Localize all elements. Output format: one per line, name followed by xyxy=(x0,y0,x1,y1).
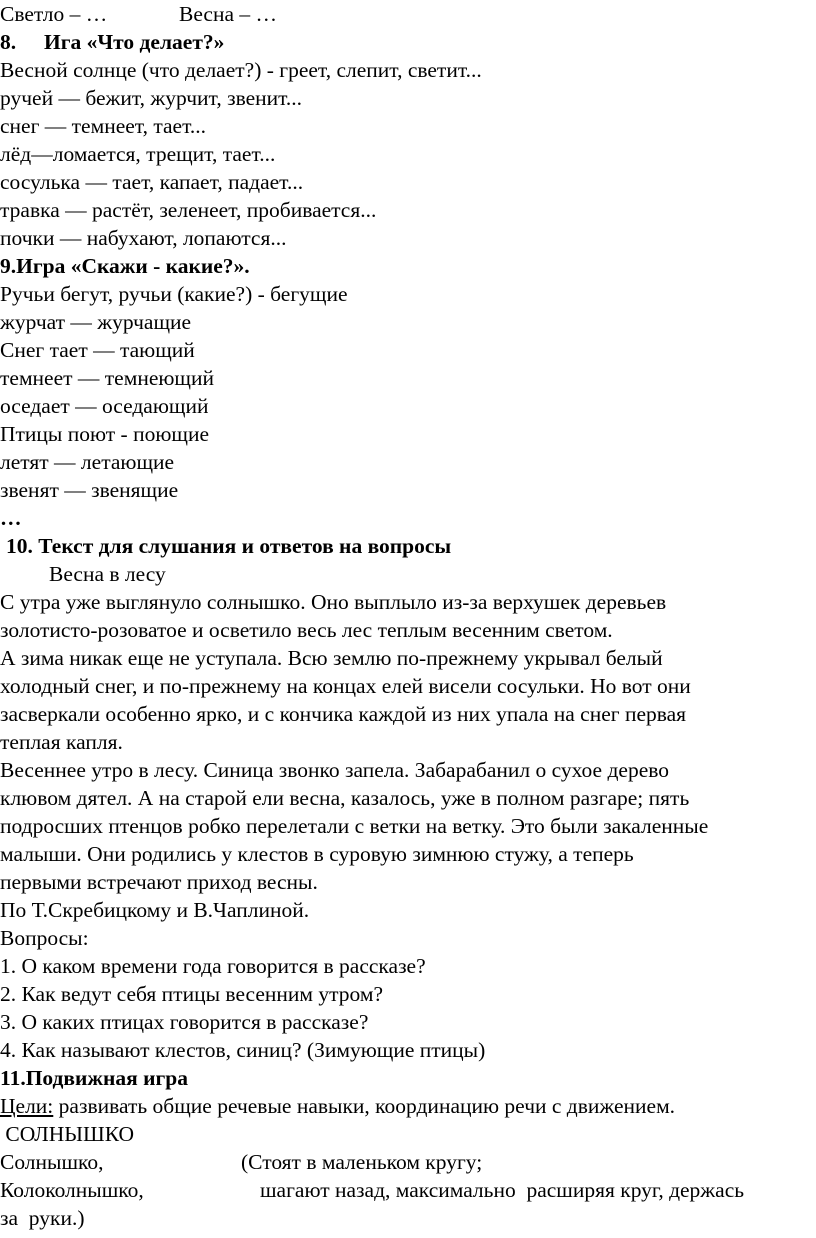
sec9-line: Снег тает — тающий xyxy=(0,338,195,362)
sec8-line: снег — темнеет, тает... xyxy=(0,114,206,138)
sec9-line: Ручьи бегут, ручьи (какие?) - бегущие xyxy=(0,282,348,306)
story-line: золотисто-розоватое и осветило весь лес теплым весенним светом. xyxy=(0,618,613,642)
goals-line xyxy=(0,1092,675,1120)
questions-label: Вопросы: xyxy=(0,926,89,950)
sec8-line: лёд—ломается, трещит, тает... xyxy=(0,142,276,166)
sec9-line: журчат — журчащие xyxy=(0,310,192,334)
question-item: 1. О каком времени года говорится в рассказе? xyxy=(0,954,426,978)
stage-note: (Стоят в маленьком кругу; xyxy=(241,1150,483,1174)
section-10-heading: 10. Текст для слушания и ответов на вопросы xyxy=(6,534,452,558)
stage-note-end: за руки.) xyxy=(0,1206,85,1230)
verse-line-1 xyxy=(0,1148,483,1176)
sec9-line: звенят — звенящие xyxy=(0,478,179,502)
story-line: Весеннее утро в лесу. Синица звонко запела. Забарабанил о сухое дерево xyxy=(0,758,670,782)
sec9-ellipsis: … xyxy=(0,506,22,530)
story-line: первыми встречают приход весны. xyxy=(0,870,318,894)
sec9-line: темнеет — темнеющий xyxy=(0,366,215,390)
story-line: С утра уже выглянуло солнышко. Оно выплыло из-за верхушек деревьев xyxy=(0,590,667,614)
goals-text: развивать общие речевые навыки, координацию речи с движением. xyxy=(53,1094,676,1118)
question-item: 3. О каких птицах говорится в рассказе? xyxy=(0,1010,369,1034)
story-line: засверкали особенно ярко, и с кончика каждой из них упала на снег первая xyxy=(0,702,687,726)
verse-line-2 xyxy=(0,1176,745,1204)
section-9-heading: 9.Игра «Скажи - какие?». xyxy=(0,254,250,278)
verse-text: Колоколнышко, xyxy=(0,1178,144,1202)
question-item: 4. Как называют клестов, синиц? (Зимующие птицы) xyxy=(0,1038,486,1062)
sec8-line: травка — растёт, зеленеет, пробивается... xyxy=(0,198,377,222)
story-line: подросших птенцов робко перелетали с ветки на ветку. Это были закаленные xyxy=(0,814,709,838)
sec9-line: Птицы поют - поющие xyxy=(0,422,210,446)
story-line: теплая капля. xyxy=(0,730,123,754)
section-8-heading xyxy=(0,28,225,56)
game-title: СОЛНЫШКО xyxy=(0,1122,135,1146)
question-item: 2. Как ведут себя птицы весенним утром? xyxy=(0,982,384,1006)
light-blank: Светло – … xyxy=(0,2,108,26)
story-line: клювом дятел. А на старой ели весна, казалось, уже в полном разгаре; пять xyxy=(0,786,690,810)
verse-text: Солнышко, xyxy=(0,1150,104,1174)
section-8-title: Ига «Что делает?» xyxy=(44,30,225,54)
sec9-line: оседает — оседающий xyxy=(0,394,209,418)
sec8-line: сосулька — тает, капает, падает... xyxy=(0,170,304,194)
section-8-number: 8. xyxy=(0,30,17,54)
section-11-heading: 11.Подвижная игра xyxy=(0,1066,189,1090)
story-line: А зима никак еще не уступала. Всю землю по-прежнему укрывал белый xyxy=(0,646,663,670)
story-line: малыши. Они родились у клестов в суровую зимнюю стужу, а теперь xyxy=(0,842,634,866)
spring-blank: Весна – … xyxy=(179,2,278,26)
story-title: Весна в лесу xyxy=(49,562,166,586)
sec8-line: Весной солнце (что делает?) - греет, слепит, светит... xyxy=(0,58,482,82)
story-attribution: По Т.Скребицкому и В.Чаплиной. xyxy=(0,898,310,922)
top-line xyxy=(0,0,278,28)
goals-label: Цели: xyxy=(0,1094,54,1118)
sec8-line: почки — набухают, лопаются... xyxy=(0,226,287,250)
sec8-line: ручей — бежит, журчит, звенит... xyxy=(0,86,303,110)
stage-note: шагают назад, максимально расширяя круг, держась xyxy=(260,1178,745,1202)
story-line: холодный снег, и по-прежнему на концах елей висели сосульки. Но вот они xyxy=(0,674,691,698)
sec9-line: летят — летающие xyxy=(0,450,175,474)
